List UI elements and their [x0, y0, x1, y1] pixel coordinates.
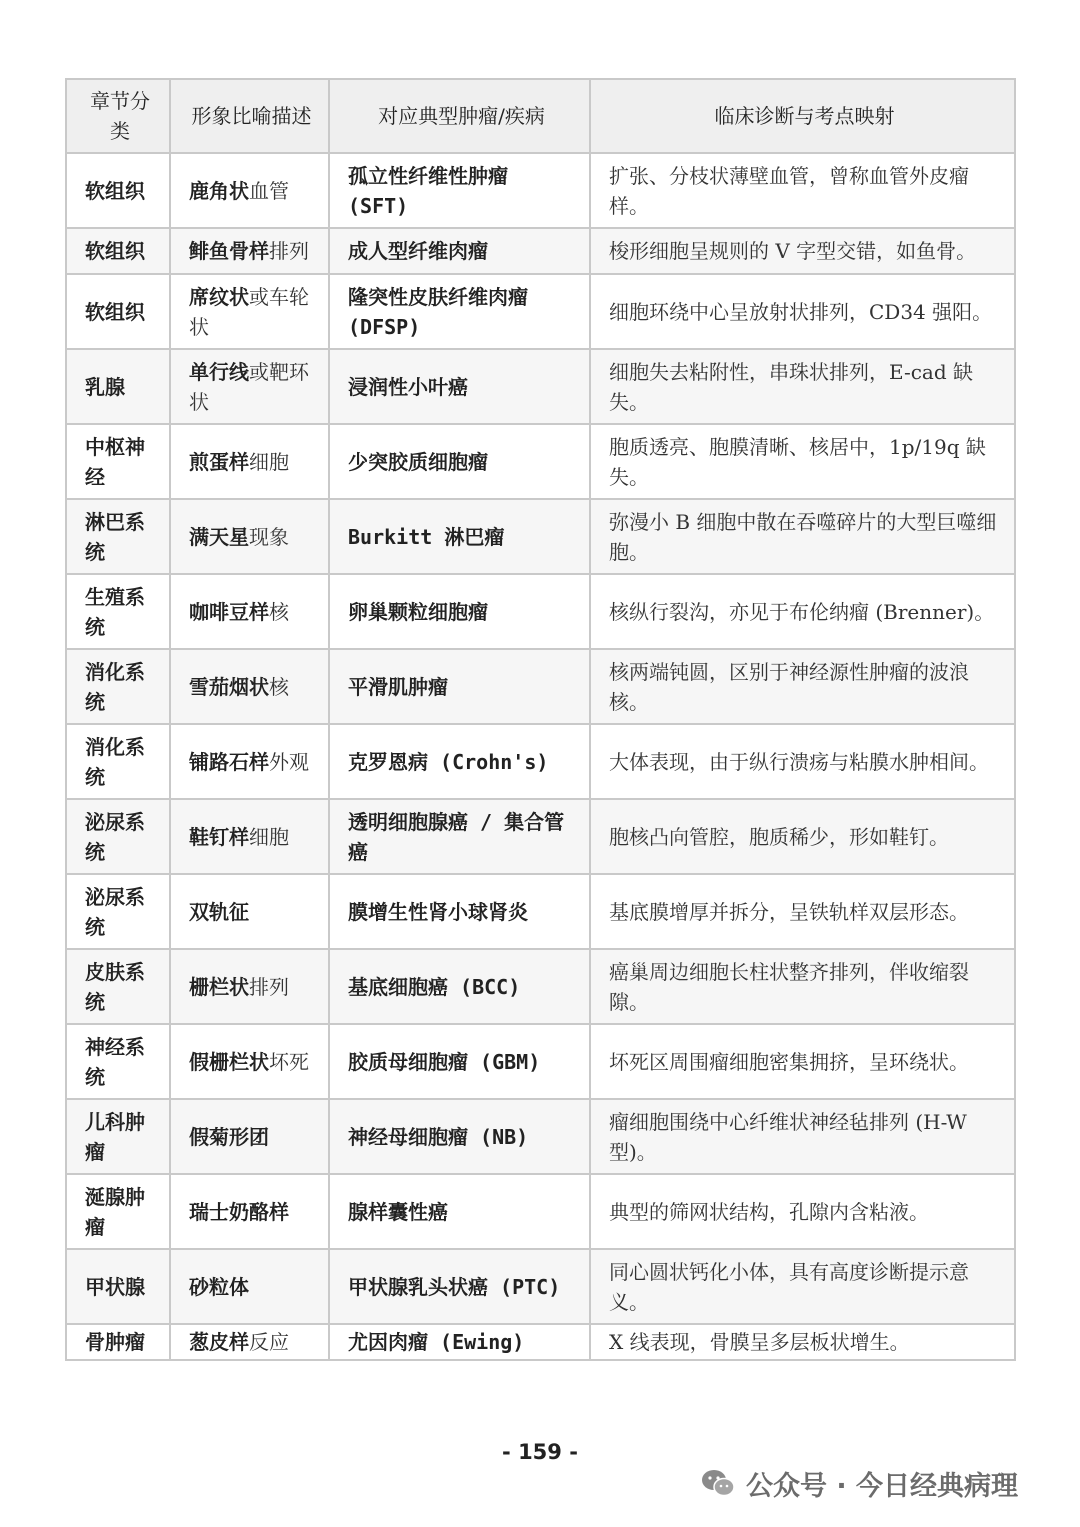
metaphor-suffix: 核: [269, 674, 289, 699]
metaphor-cell: [170, 1249, 329, 1324]
description-cell: 核两端钝圆，区别于神经源性肿瘤的波浪核。: [590, 649, 1015, 724]
metaphor-keyword: 假栅栏状: [189, 1049, 269, 1074]
description-cell: 坏死区周围瘤细胞密集拥挤，呈环绕状。: [590, 1024, 1015, 1099]
metaphor-cell: [170, 424, 329, 499]
table-row: [66, 1249, 1015, 1324]
header-metaphor: 形象比喻描述: [170, 79, 329, 153]
table-row: [66, 349, 1015, 424]
description-cell: 瘤细胞围绕中心纤维状神经毡排列 (H-W 型)。: [590, 1099, 1015, 1174]
metaphor-cell: [170, 874, 329, 949]
description-cell: 胞质透亮、胞膜清晰、核居中，1p/19q 缺失。: [590, 424, 1015, 499]
metaphor-keyword: 单行线: [189, 359, 249, 384]
description-cell: 基底膜增厚并拆分，呈铁轨样双层形态。: [590, 874, 1015, 949]
wechat-icon: [700, 1468, 736, 1498]
header-category: 章节分类: [66, 79, 170, 153]
metaphor-cell: [170, 799, 329, 874]
pathology-metaphor-table: [65, 78, 1016, 1361]
description-cell: X 线表现，骨膜呈多层板状增生。: [590, 1324, 1015, 1360]
description-cell: 典型的筛网状结构，孔隙内含粘液。: [590, 1174, 1015, 1249]
metaphor-suffix: 或靶环状: [189, 359, 309, 414]
disease-cell: 膜增生性肾小球肾炎: [329, 874, 590, 949]
metaphor-cell: [170, 949, 329, 1024]
metaphor-cell: [170, 274, 329, 349]
metaphor-keyword: 鲱鱼骨样: [189, 239, 269, 263]
disease-cell: 腺样囊性癌: [329, 1174, 590, 1249]
metaphor-suffix: 核: [269, 599, 289, 624]
watermark-text: 公众号 · 今日经典病理: [746, 1470, 1019, 1502]
metaphor-keyword: 瑞士奶酪样: [189, 1199, 289, 1224]
metaphor-keyword: 席纹状: [189, 284, 249, 309]
header-disease: 对应典型肿瘤/疾病: [329, 79, 590, 153]
disease-cell: 平滑肌肿瘤: [329, 649, 590, 724]
category-cell: 神经系统: [66, 1024, 170, 1099]
metaphor-cell: [170, 499, 329, 574]
disease-cell: 克罗恩病 (Crohn's): [329, 724, 590, 799]
table-row: [66, 1099, 1015, 1174]
category-cell: 淋巴系统: [66, 499, 170, 574]
category-cell: 儿科肿瘤: [66, 1099, 170, 1174]
disease-cell: 隆突性皮肤纤维肉瘤 (DFSP): [329, 274, 590, 349]
table-row: [66, 724, 1015, 799]
metaphor-suffix: 反应: [249, 1330, 289, 1354]
category-cell: 软组织: [66, 274, 170, 349]
table-row: [66, 649, 1015, 724]
description-cell: 同心圆状钙化小体，具有高度诊断提示意义。: [590, 1249, 1015, 1324]
metaphor-suffix: 排列: [249, 974, 289, 999]
description-cell: 胞核凸向管腔，胞质稀少，形如鞋钉。: [590, 799, 1015, 874]
disease-cell: 少突胶质细胞瘤: [329, 424, 590, 499]
table-row: [66, 799, 1015, 874]
category-cell: 乳腺: [66, 349, 170, 424]
description-cell: 细胞环绕中心呈放射状排列，CD34 强阳。: [590, 274, 1015, 349]
disease-cell: 尤因肉瘤 (Ewing): [329, 1324, 590, 1360]
category-cell: 骨肿瘤: [66, 1324, 170, 1360]
metaphor-cell: [170, 724, 329, 799]
category-cell: 中枢神经: [66, 424, 170, 499]
metaphor-cell: [170, 1174, 329, 1249]
category-cell: 皮肤系统: [66, 949, 170, 1024]
disease-cell: 甲状腺乳头状癌 (PTC): [329, 1249, 590, 1324]
metaphor-suffix: 细胞: [249, 824, 289, 849]
description-cell: 大体表现，由于纵行溃疡与粘膜水肿相间。: [590, 724, 1015, 799]
watermark: [700, 1463, 1018, 1503]
table-row: [66, 1324, 1015, 1360]
category-cell: 消化系统: [66, 724, 170, 799]
description-cell: 弥漫小 B 细胞中散在吞噬碎片的大型巨噬细胞。: [590, 499, 1015, 574]
header-description: 临床诊断与考点映射: [590, 79, 1015, 153]
metaphor-keyword: 煎蛋样: [189, 449, 249, 474]
description-cell: 梭形细胞呈规则的 V 字型交错，如鱼骨。: [590, 228, 1015, 274]
metaphor-cell: [170, 649, 329, 724]
disease-cell: 孤立性纤维性肿瘤 (SFT): [329, 153, 590, 228]
metaphor-keyword: 鞋钉样: [189, 824, 249, 849]
table-row: [66, 424, 1015, 499]
category-cell: 泌尿系统: [66, 799, 170, 874]
category-cell: 生殖系统: [66, 574, 170, 649]
disease-cell: 神经母细胞瘤 (NB): [329, 1099, 590, 1174]
table-row: [66, 274, 1015, 349]
category-cell: 涎腺肿瘤: [66, 1174, 170, 1249]
metaphor-cell: [170, 1324, 329, 1360]
description-cell: 细胞失去粘附性，串珠状排列，E-cad 缺失。: [590, 349, 1015, 424]
metaphor-keyword: 咖啡豆样: [189, 599, 269, 624]
table-row: [66, 228, 1015, 274]
table-row: [66, 949, 1015, 1024]
description-cell: 扩张、分枝状薄壁血管，曾称血管外皮瘤样。: [590, 153, 1015, 228]
metaphor-keyword: 假菊形团: [189, 1124, 269, 1149]
disease-cell: 透明细胞腺癌 / 集合管癌: [329, 799, 590, 874]
metaphor-cell: [170, 153, 329, 228]
category-cell: 泌尿系统: [66, 874, 170, 949]
table-row: [66, 1174, 1015, 1249]
category-cell: 消化系统: [66, 649, 170, 724]
table-row: [66, 153, 1015, 228]
disease-cell: 基底细胞癌 (BCC): [329, 949, 590, 1024]
metaphor-suffix: 坏死: [269, 1049, 309, 1074]
category-cell: 软组织: [66, 153, 170, 228]
metaphor-cell: [170, 228, 329, 274]
table-row: [66, 1024, 1015, 1099]
metaphor-cell: [170, 574, 329, 649]
metaphor-keyword: 雪茄烟状: [189, 674, 269, 699]
page-number: - 159 -: [502, 1440, 578, 1464]
metaphor-suffix: 排列: [269, 239, 309, 263]
table-row: [66, 874, 1015, 949]
description-cell: 核纵行裂沟，亦见于布伦纳瘤 (Brenner)。: [590, 574, 1015, 649]
disease-cell: 卵巢颗粒细胞瘤: [329, 574, 590, 649]
metaphor-suffix: 或车轮状: [189, 284, 309, 339]
disease-cell: Burkitt 淋巴瘤: [329, 499, 590, 574]
category-cell: 甲状腺: [66, 1249, 170, 1324]
description-cell: 癌巢周边细胞长柱状整齐排列，伴收缩裂隙。: [590, 949, 1015, 1024]
metaphor-keyword: 砂粒体: [189, 1274, 249, 1299]
disease-cell: 胶质母细胞瘤 (GBM): [329, 1024, 590, 1099]
category-cell: 软组织: [66, 228, 170, 274]
table-row: [66, 499, 1015, 574]
metaphor-cell: [170, 1099, 329, 1174]
metaphor-suffix: 血管: [249, 178, 289, 203]
metaphor-keyword: 鹿角状: [189, 178, 249, 203]
metaphor-cell: [170, 349, 329, 424]
metaphor-keyword: 满天星: [189, 524, 249, 549]
disease-cell: 浸润性小叶癌: [329, 349, 590, 424]
metaphor-suffix: 外观: [269, 749, 309, 774]
table-row: [66, 574, 1015, 649]
metaphor-suffix: 细胞: [249, 449, 289, 474]
table-header-row: [66, 79, 1015, 153]
metaphor-keyword: 双轨征: [189, 899, 249, 924]
metaphor-suffix: 现象: [249, 524, 289, 549]
metaphor-keyword: 葱皮样: [189, 1330, 249, 1354]
disease-cell: 成人型纤维肉瘤: [329, 228, 590, 274]
metaphor-keyword: 栅栏状: [189, 974, 249, 999]
metaphor-keyword: 铺路石样: [189, 749, 269, 774]
metaphor-cell: [170, 1024, 329, 1099]
